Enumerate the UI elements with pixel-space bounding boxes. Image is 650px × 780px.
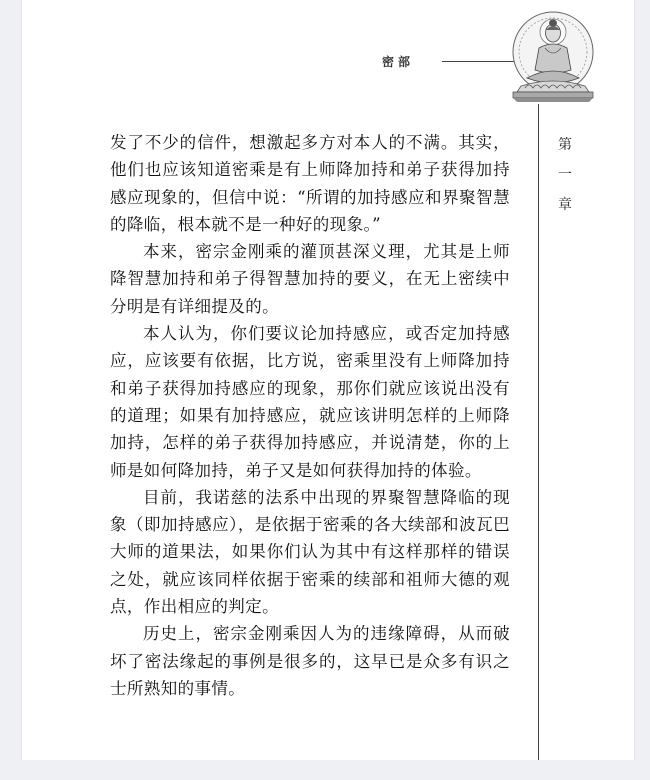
seated-buddha-icon	[503, 8, 603, 104]
body-text	[110, 129, 510, 702]
chapter-side-rule	[538, 104, 539, 760]
chapter-label	[554, 130, 576, 220]
chapter-char: 一	[558, 167, 572, 183]
paragraph: 本来，密宗金刚乘的灌顶甚深义理，尤其是上师降智慧加持和弟子得智慧加持的要义，在无上密续中分明是有详细提及的。	[110, 242, 510, 316]
chapter-char: 章	[558, 197, 572, 213]
book-page	[22, 0, 634, 760]
paragraph: 目前，我诺慈的法系中出现的界聚智慧降临的现象（即加持感应），是依据于密乘的各大续部和波瓦巴大师的道果法，如果你们认为其中有这样那样的错误之处，就应该同样依据于密乘的续部和祖师大德的观点，作出相应的判定。	[110, 487, 510, 617]
paragraph: 本人认为，你们要议论加持感应，或否定加持感应，应该要有依据，比方说，密乘里没有上师降加持和弟子获得加持感应的现象，那你们就应该说出没有的道理；如果有加持感应，就应该讲明怎样的上师降加持，怎样的弟子获得加持感应，并说清楚，你的上师是如何降加持，弟子又是如何获得加持的体验。	[110, 324, 510, 480]
viewer-bottom-bar	[0, 760, 650, 780]
chapter-char: 第	[558, 137, 572, 153]
running-header: 密部	[382, 55, 415, 69]
paragraph: 历史上，密宗金刚乘因人为的违缘障碍，从而破坏了密法缘起的事例是很多的，这早已是众多有识之士所熟知的事情。	[110, 624, 510, 698]
paragraph: 发了不少的信件，想激起多方对本人的不满。其实，他们也应该知道密乘是有上师降加持和弟子获得加持感应现象的，但信中说：“所谓的加持感应和界聚智慧的降临，根本就不是一种好的现象。”	[110, 133, 510, 234]
